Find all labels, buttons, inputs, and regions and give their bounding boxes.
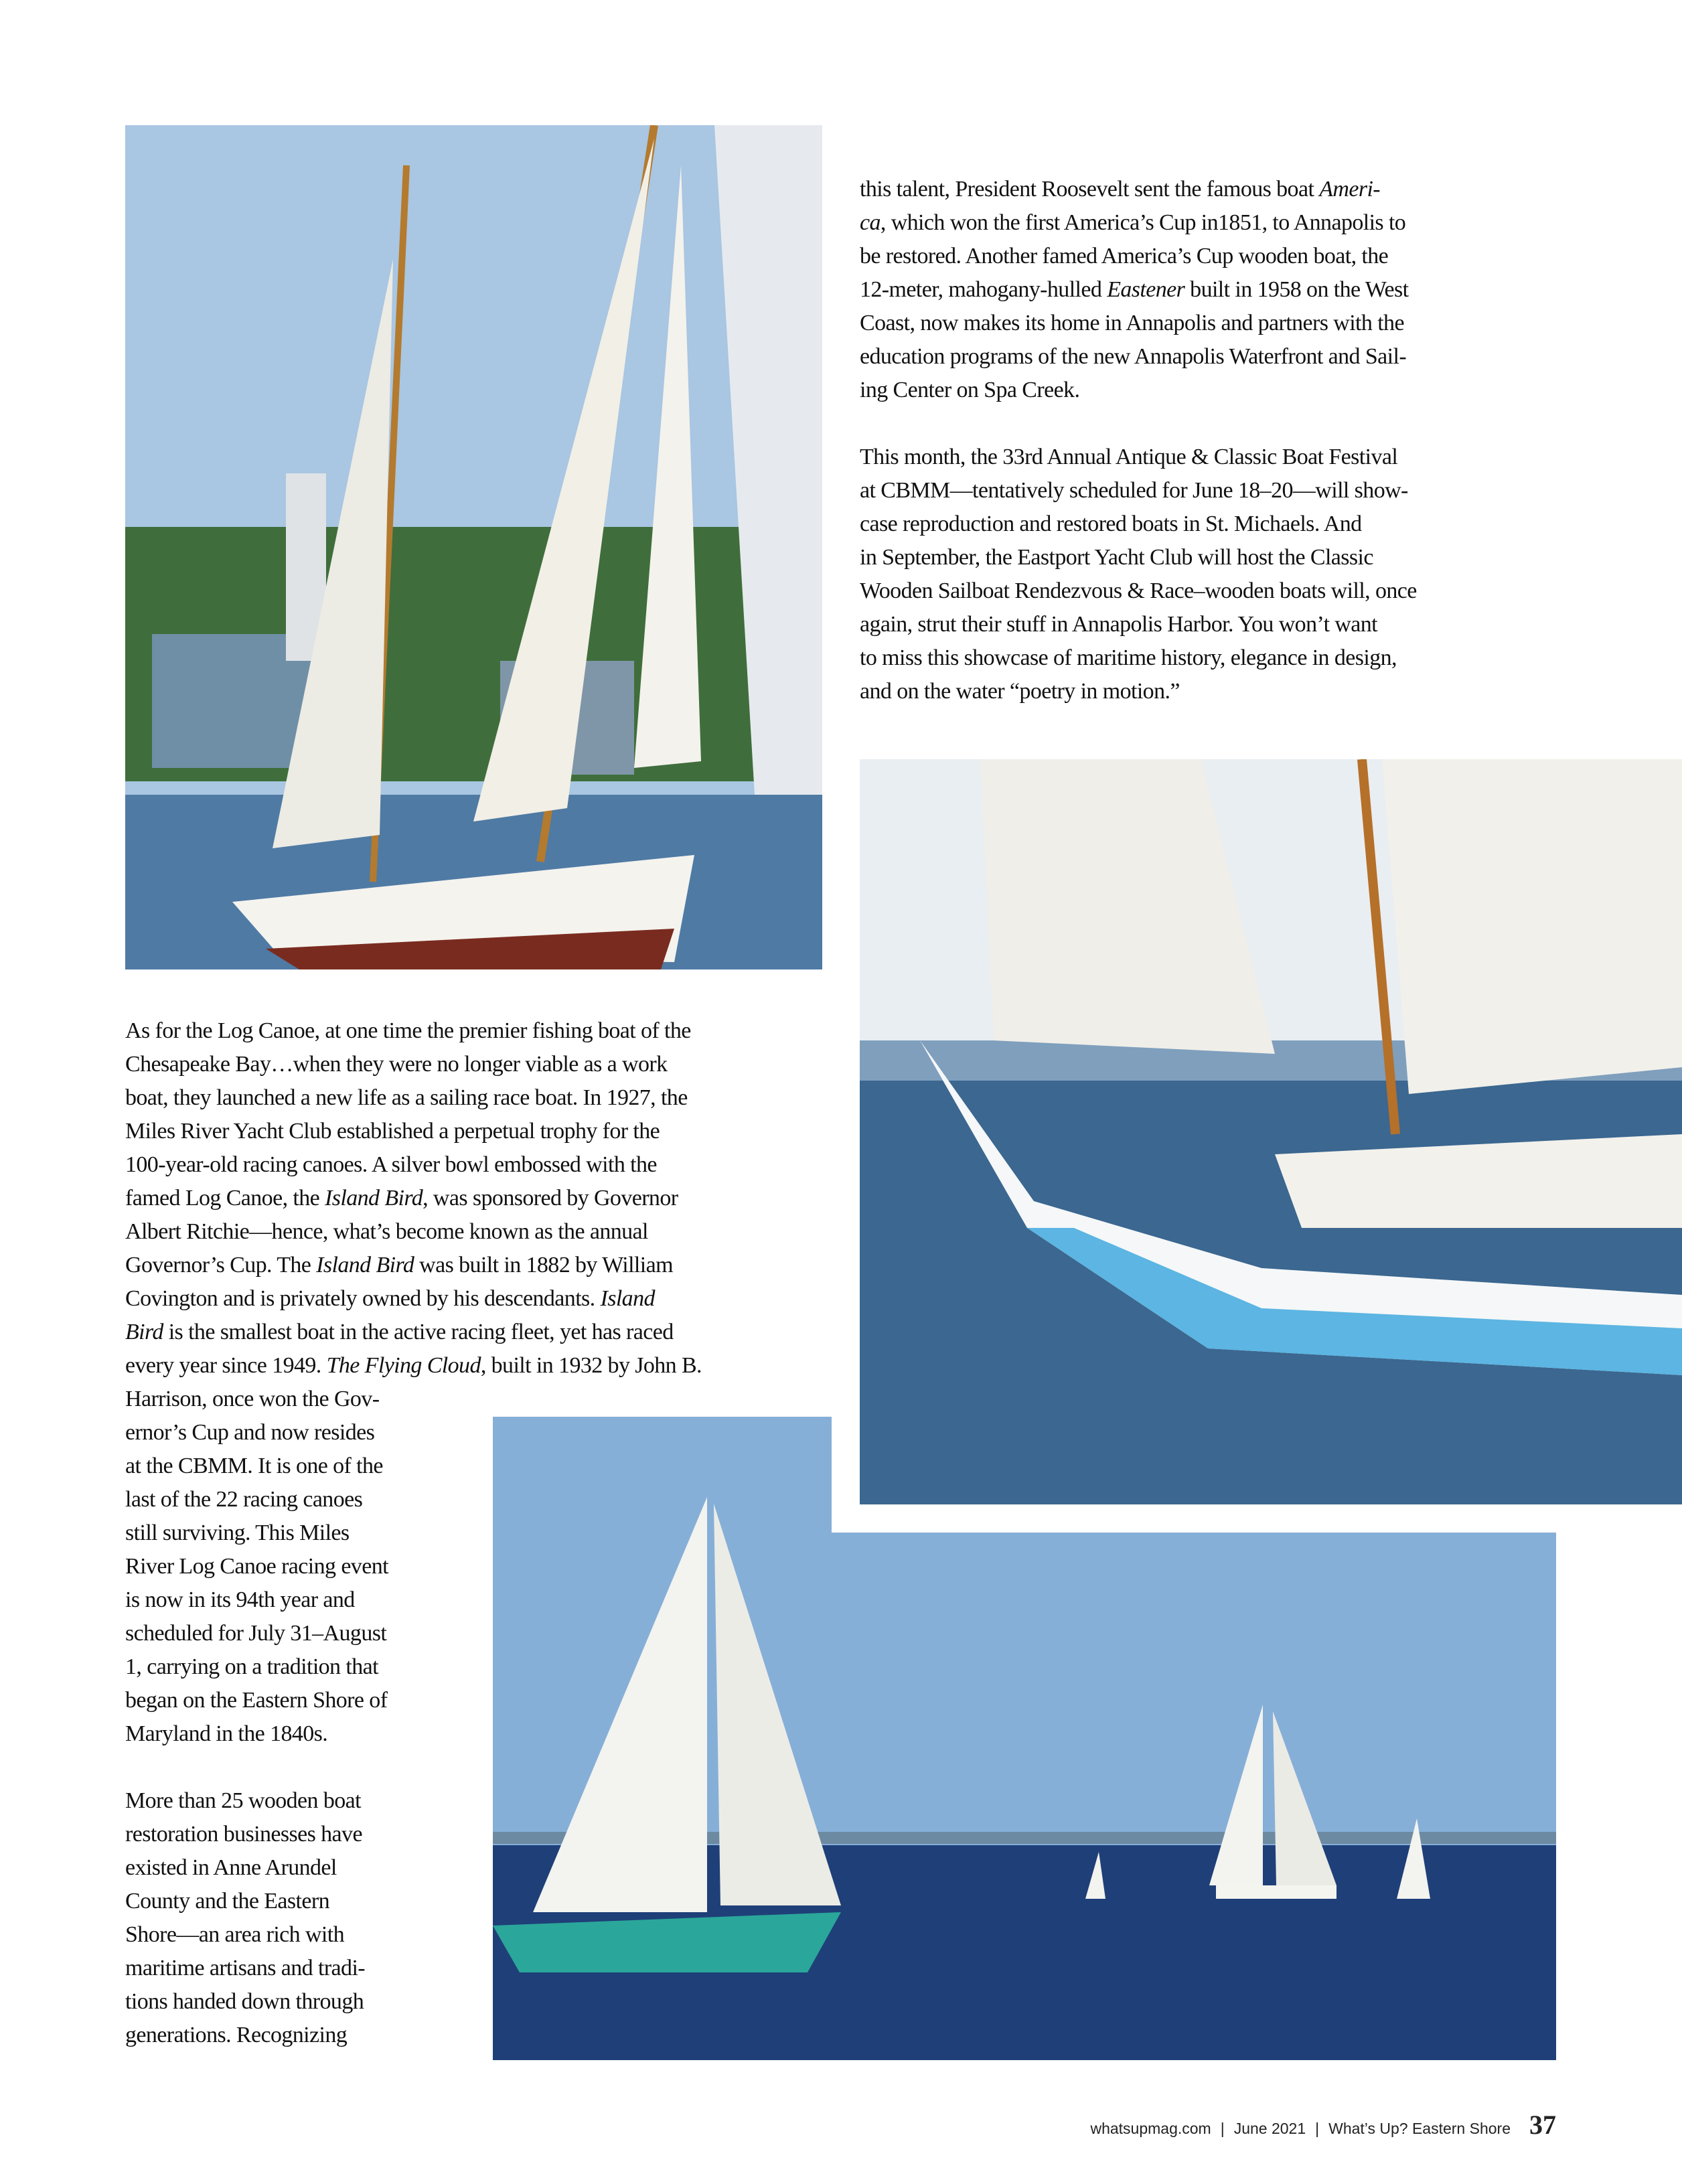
text-line	[860, 374, 1417, 407]
text-line	[860, 340, 1417, 374]
text-segment: began on the Eastern Shore of	[125, 1688, 388, 1713]
text-segment: in September, the Eastport Yacht Club will host the Classic	[860, 545, 1373, 570]
text-segment: case reproduction and restored boats in St. Michaels. And	[860, 512, 1362, 536]
text-segment: is the smallest boat in the active racing fleet, yet has raced	[163, 1320, 674, 1344]
text-segment: As for the Log Canoe, at one time the premier fishing boat of the	[125, 1018, 691, 1043]
text-segment: 12-meter, mahogany-hulled	[860, 277, 1107, 302]
text-segment: tions handed down through	[125, 1989, 364, 2014]
text-line	[860, 273, 1417, 307]
text-line	[860, 240, 1417, 273]
text-line	[125, 1215, 702, 1249]
paragraph-gap	[860, 407, 1417, 441]
text-segment: scheduled for July 31–August	[125, 1621, 387, 1646]
text-segment: generations. Recognizing	[125, 2023, 348, 2047]
text-line	[860, 641, 1417, 675]
italic-title: Island	[600, 1286, 655, 1311]
italic-title: ca	[860, 210, 881, 235]
text-segment: still surviving. This Miles	[125, 1520, 350, 1545]
page-footer	[1090, 2109, 1556, 2140]
text-line	[860, 608, 1417, 641]
footer-separator: |	[1220, 2120, 1225, 2137]
text-line	[125, 1048, 702, 1081]
footer-publication: What’s Up? Eastern Shore	[1328, 2120, 1511, 2137]
text-segment: Harrison, once won the Gov-	[125, 1387, 380, 1411]
text-line	[860, 508, 1417, 541]
photo-blue-hull-sailboat	[860, 759, 1682, 1504]
text-line	[125, 1081, 702, 1115]
text-segment: maritime artisans and tradi-	[125, 1956, 366, 1980]
italic-title: Eastener	[1107, 277, 1185, 302]
footer-site: whatsupmag.com	[1090, 2120, 1211, 2137]
text-segment: at CBMM—tentatively scheduled for June 18–20—will show-	[860, 478, 1408, 503]
text-segment: County and the Eastern	[125, 1889, 330, 1914]
text-segment: This month, the 33rd Annual Antique & Classic Boat Festival	[860, 445, 1398, 469]
text-segment: River Log Canoe racing event	[125, 1554, 388, 1579]
text-segment: education programs of the new Annapolis Waterfront and Sail-	[860, 344, 1407, 369]
text-segment: last of the 22 racing canoes	[125, 1487, 363, 1512]
text-segment: Coast, now makes its home in Annapolis and partners with the	[860, 311, 1404, 335]
text-line	[125, 1148, 702, 1182]
text-line	[125, 1349, 702, 1383]
text-line	[125, 1383, 702, 1416]
footer-issue: June 2021	[1233, 2120, 1306, 2137]
text-segment: Governor’s Cup. The	[125, 1253, 317, 1277]
text-segment: again, strut their stuff in Annapolis Harbor. You won’t want	[860, 612, 1378, 637]
text-line	[860, 574, 1417, 608]
text-segment: Chesapeake Bay…when they were no longer viable as a work	[125, 1052, 668, 1077]
text-segment: to miss this showcase of maritime history, elegance in design,	[860, 645, 1397, 670]
text-line	[860, 441, 1417, 474]
text-line	[125, 1249, 702, 1282]
text-line	[860, 474, 1417, 508]
text-segment: was built in 1882 by William	[414, 1253, 673, 1277]
italic-title: The Flying Cloud	[326, 1353, 481, 1378]
text-segment: restoration businesses have	[125, 1822, 362, 1847]
text-segment: More than 25 wooden boat	[125, 1788, 361, 1813]
text-segment: , built in 1932 by John B.	[480, 1353, 702, 1378]
text-line	[125, 1316, 702, 1349]
article-column-top-right	[860, 173, 1417, 708]
text-segment: is now in its 94th year and	[125, 1587, 355, 1612]
text-line	[125, 1282, 702, 1316]
text-line	[125, 1014, 702, 1048]
italic-title: Island Bird	[325, 1186, 423, 1211]
text-segment: Covington and is privately owned by his descendants.	[125, 1286, 601, 1311]
photo-sailboats-bay-bridge	[493, 1417, 1556, 2060]
text-segment: existed in Anne Arundel	[125, 1855, 337, 1880]
text-segment: famed Log Canoe, the	[125, 1186, 325, 1211]
text-segment: boat, they launched a new life as a sailing race boat. In 1927, the	[125, 1085, 688, 1110]
text-segment: Maryland in the 1840s.	[125, 1721, 328, 1746]
text-line	[860, 173, 1417, 206]
text-segment: Albert Ritchie—hence, what’s become known as the annual	[125, 1219, 648, 1244]
text-segment: Wooden Sailboat Rendezvous & Race–wooden boats will, once	[860, 578, 1417, 603]
text-segment: 1, carrying on a tradition that	[125, 1654, 378, 1679]
text-segment: at the CBMM. It is one of the	[125, 1454, 383, 1478]
text-line	[860, 675, 1417, 708]
footer-separator: |	[1315, 2120, 1320, 2137]
text-segment: ernor’s Cup and now resides	[125, 1420, 375, 1445]
text-line	[860, 541, 1417, 574]
text-segment: this talent, President Roosevelt sent the famous boat	[860, 177, 1320, 202]
text-segment: and on the water “poetry in motion.”	[860, 679, 1180, 704]
text-line	[860, 307, 1417, 340]
photo-schooner-annapolis	[125, 125, 822, 969]
text-segment: every year since 1949.	[125, 1353, 327, 1378]
text-segment: ing Center on Spa Creek.	[860, 378, 1080, 402]
text-segment: , which won the first America’s Cup in1851, to Annapolis to	[880, 210, 1406, 235]
text-segment: , was sponsored by Governor	[423, 1186, 678, 1211]
text-line	[860, 206, 1417, 240]
italic-title: Ameri-	[1319, 177, 1381, 202]
text-segment: be restored. Another famed America’s Cup wooden boat, the	[860, 244, 1389, 268]
text-segment: Shore—an area rich with	[125, 1922, 345, 1947]
text-line	[125, 1115, 702, 1148]
text-segment: built in 1958 on the West	[1184, 277, 1409, 302]
page-number: 37	[1529, 2110, 1556, 2140]
italic-title: Island Bird	[316, 1253, 414, 1277]
text-segment: 100-year-old racing canoes. A silver bowl embossed with the	[125, 1152, 657, 1177]
italic-title: Bird	[125, 1320, 163, 1344]
text-segment: Miles River Yacht Club established a perpetual trophy for the	[125, 1119, 660, 1144]
text-line	[125, 1182, 702, 1215]
